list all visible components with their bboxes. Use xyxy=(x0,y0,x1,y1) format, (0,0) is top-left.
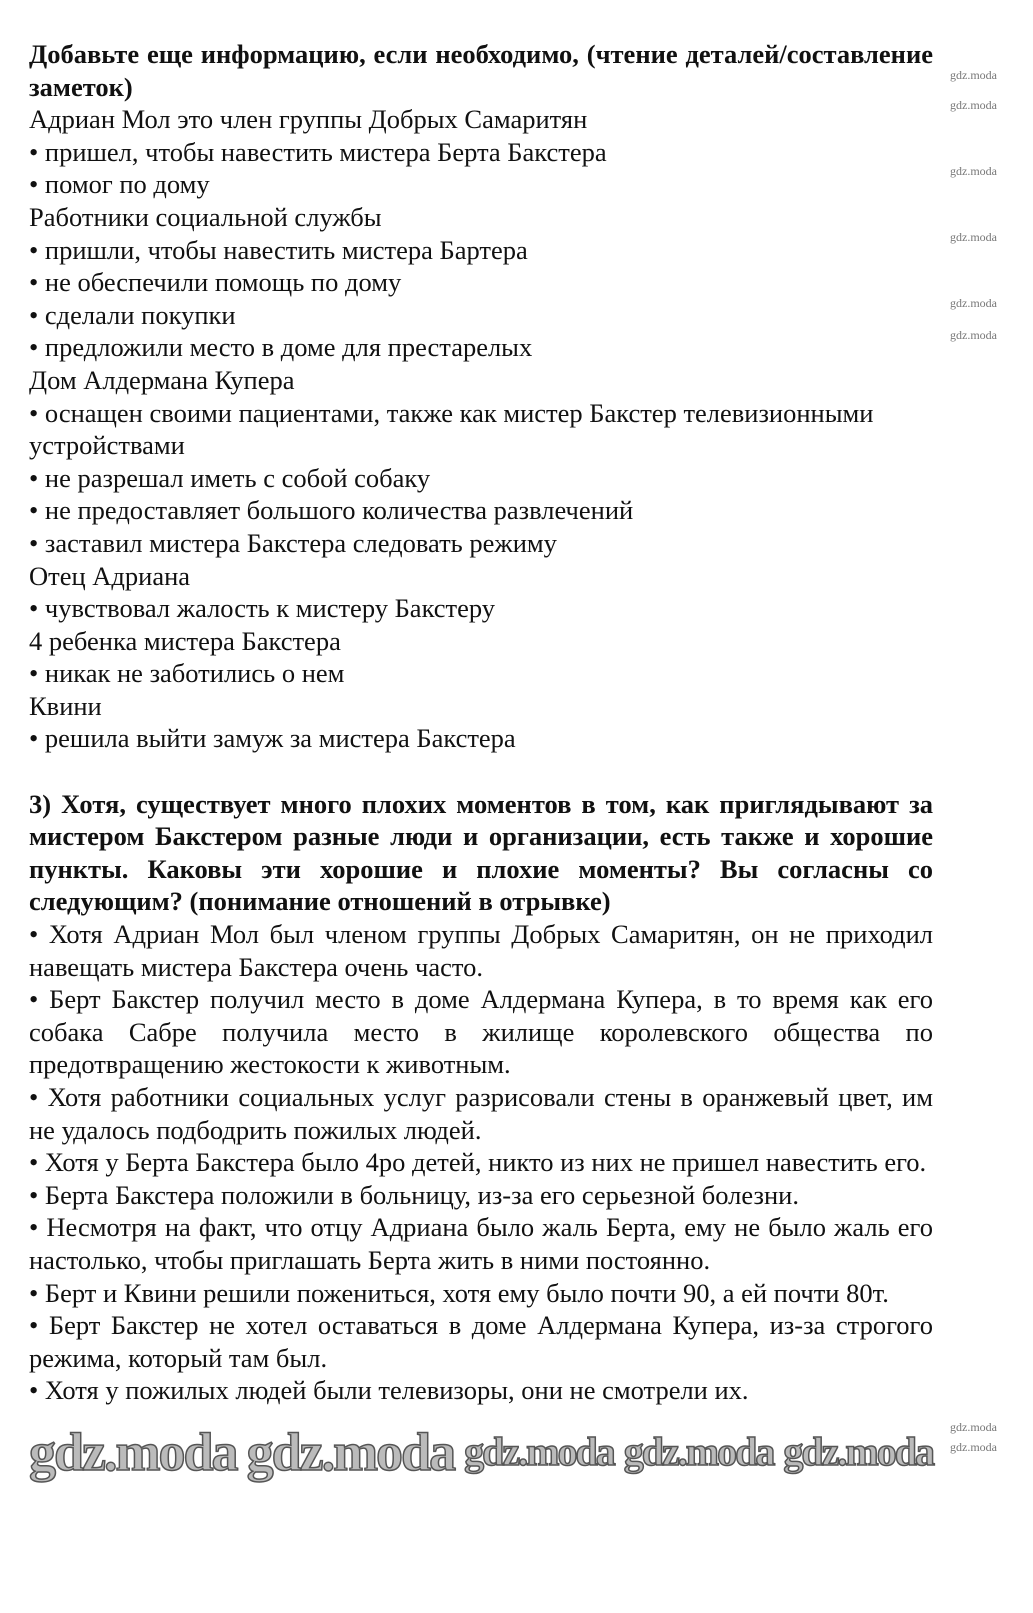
statement-item: • Берт и Квини решили пожениться, хотя ему было почти 90, а ей почти 80т. xyxy=(29,1277,889,1308)
note-line: • заставил мистера Бакстера следовать режиму xyxy=(29,527,557,558)
statement-item: • Берт Бакстер получил место в доме Алдермана Купера, в то время как его собака Сабре получила место в жилище королевского общества по предотвращению жестокости к животным. xyxy=(29,984,933,1080)
statement-item: • Хотя работники социальных услуг разрисовали стены в оранжевый цвет, им не удалось подбодрить пожилых людей. xyxy=(29,1082,933,1145)
statement-item: • Берт Бакстер не хотел оставаться в доме Алдермана Купера, из-за строгого режима, который там был. xyxy=(29,1310,933,1373)
statement-item: • Берта Бакстера положили в больницу, из-за его серьезной болезни. xyxy=(29,1179,799,1210)
note-line: • пришел, чтобы навестить мистера Берта Бакстера xyxy=(29,136,607,167)
note-line: • сделали покупки xyxy=(29,299,236,330)
watermark-small: gdz.moda xyxy=(950,1420,997,1434)
note-line: Работники социальной службы xyxy=(29,201,382,232)
note-line: • не предоставляет большого количества развлечений xyxy=(29,495,634,526)
note-line: • чувствовал жалость к мистеру Бакстеру xyxy=(29,593,496,624)
watermark-logo: gdz.moda xyxy=(246,1421,455,1482)
watermark-small: gdz.moda xyxy=(950,296,997,310)
section2-heading: Добавьте еще информацию, если необходимо, (чтение деталей/составление заметок) xyxy=(29,39,933,102)
section2-notes xyxy=(29,103,933,755)
note-line: Адриан Мол это член группы Добрых Самаритян xyxy=(29,104,588,135)
watermark-small: gdz.moda xyxy=(950,164,997,178)
watermark-small: gdz.moda xyxy=(950,230,997,244)
statement-item: • Хотя Адриан Мол был членом группы Добрых Самаритян, он не приходил навещать мистера Бакстера очень часто. xyxy=(29,919,933,982)
note-line: • решила выйти замуж за мистера Бакстера xyxy=(29,723,516,754)
watermark-logo: gdz.moda xyxy=(464,1428,614,1474)
watermark-small: gdz.moda xyxy=(950,1440,997,1454)
note-line: Отец Адриана xyxy=(29,560,191,591)
watermark-logo: gdz.moda xyxy=(783,1428,933,1474)
note-line: • оснащен своими пациентами, также как мистер Бакстер телевизионными устройствами xyxy=(29,397,874,461)
section3-heading: 3) Хотя, существует много плохих моментов в том, как приглядывают за мистером Бакстером разные люди и организации, есть также и хорошие пункты. Каковы эти хорошие и плохие моменты? Вы согласны со следующим? (понимание отношений в отрывке) xyxy=(29,788,933,917)
note-line: • предложили место в доме для престарелых xyxy=(29,332,533,363)
note-line: • помог по дому xyxy=(29,169,210,200)
note-line: • не разрешал иметь с собой собаку xyxy=(29,462,431,493)
watermark-logo: gdz.moda xyxy=(29,1421,237,1482)
note-line: • не обеспечили помощь по дому xyxy=(29,267,402,298)
statement-item: • Хотя у Берта Бакстера было 4ро детей, никто из них не пришел навестить его. xyxy=(29,1147,927,1178)
watermark-row xyxy=(29,1421,933,1483)
statement-item: • Хотя у пожилых людей были телевизоры, они не смотрели их. xyxy=(29,1375,749,1406)
note-line: Дом Алдермана Купера xyxy=(29,364,295,395)
watermark-small: gdz.moda xyxy=(950,98,997,112)
note-line: • никак не заботились о нем xyxy=(29,658,345,689)
watermark-small: gdz.moda xyxy=(950,328,997,342)
section3-items xyxy=(29,918,933,1407)
note-line: • пришли, чтобы навестить мистера Бартера xyxy=(29,234,528,265)
note-line: Квини xyxy=(29,690,102,721)
watermark-small: gdz.moda xyxy=(950,68,997,82)
document-page xyxy=(29,38,933,1483)
watermark-logo: gdz.moda xyxy=(623,1428,774,1474)
note-line: 4 ребенка мистера Бакстера xyxy=(29,625,341,656)
statement-item: • Несмотря на факт, что отцу Адриана было жаль Берта, ему не было жаль его настолько, чтобы приглашать Берта жить в ними постоянно. xyxy=(29,1212,933,1275)
